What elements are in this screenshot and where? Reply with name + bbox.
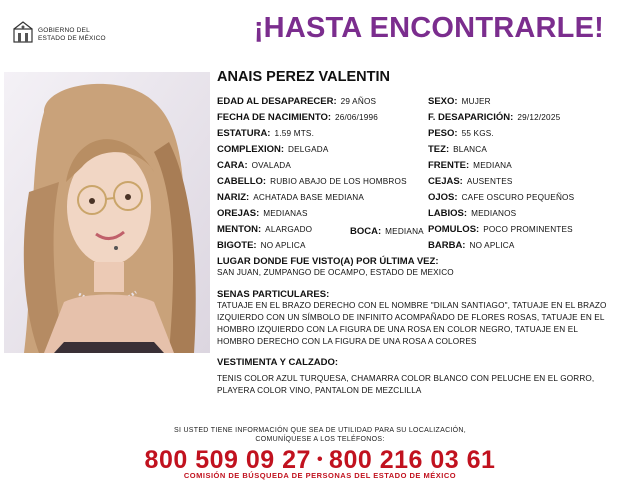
- field-label: BOCA:: [350, 226, 382, 237]
- field-label: OREJAS:: [217, 208, 260, 219]
- field-lips: [428, 208, 516, 220]
- marks-title: SENAS PARTICULARES:: [217, 289, 330, 300]
- commission-name: COMISIÓN DE BÚSQUEDA DE PERSONAS DEL ESTADO DE MÉXICO: [183, 471, 457, 480]
- field-value: OVALADA: [251, 161, 292, 170]
- field-label: NARIZ:: [217, 192, 250, 203]
- clothing-title: VESTIMENTA Y CALZADO:: [217, 357, 339, 368]
- field-value: CAFE OSCURO PEQUEÑOS: [461, 193, 575, 202]
- headline: ¡HASTA ENCONTRARLE!: [253, 12, 604, 44]
- field-label: SEXO:: [428, 96, 458, 107]
- field-value: 29/12/2025: [517, 113, 561, 122]
- field-build: [217, 144, 329, 156]
- field-complexion: [428, 144, 487, 156]
- field-value: POCO PROMINENTES: [483, 225, 573, 234]
- field-birth-date: [217, 112, 378, 124]
- field-label: COMPLEXION:: [217, 144, 285, 155]
- field-label: PESO:: [428, 128, 458, 139]
- field-label: POMULOS:: [428, 224, 480, 235]
- field-sex: [428, 96, 491, 108]
- last-seen-text: SAN JUAN, ZUMPANGO DE OCAMPO, ESTADO DE MEXICO: [217, 268, 454, 277]
- field-label: F. DESAPARICIÓN:: [428, 112, 514, 123]
- contact-note-line1: SI USTED TIENE INFORMACIÓN QUE SEA DE UTILIDAD PARA SU LOCALIZACIÓN,: [173, 427, 467, 434]
- logo-text-line2: ESTADO DE MÉXICO: [38, 35, 106, 42]
- field-label: BARBA:: [428, 240, 466, 251]
- field-value: ALARGADO: [265, 225, 313, 234]
- field-hair: [217, 176, 407, 188]
- missing-person-photo: [4, 72, 210, 353]
- field-label: LABIOS:: [428, 208, 468, 219]
- field-weight: [428, 128, 494, 140]
- field-value: MUJER: [461, 97, 491, 106]
- logo-text-line1: GOBIERNO DEL: [38, 27, 90, 34]
- field-forehead: [428, 160, 512, 172]
- field-eyebrows: [428, 176, 513, 188]
- field-value: 1.59 MTS.: [274, 129, 315, 138]
- field-value: 26/06/1996: [335, 113, 378, 122]
- clothing-text: TENIS COLOR AZUL TURQUESA, CHAMARRA COLOR BLANCO CON PELUCHE EN EL GORRO, PLAYERA COLOR VINO, PANTALON DE MEZCLILLA: [217, 374, 595, 395]
- phone-number-2[interactable]: 800 216 03 61: [329, 446, 496, 474]
- marks-text: TATUAJE EN EL BRAZO DERECHO CON EL NOMBRE "DILAN SANTIAGO", TATUAJE EN EL BRAZO IZQUIERDO CON UN SÍMBOLO DE INFINITO ACOMPAÑADO DE FLORES ROSAS, TATUAJE EN EL HOMBRO IZQUIERDO CON LA FIGURA DE UNA ROSA EN COLOR NEGRO, TATUAJE EN EL HOMBRO DERECHO CON LA FIGURA DE UNA ROSA A COLORES: [217, 301, 607, 346]
- field-mouth: [350, 226, 424, 238]
- field-label: ESTATURA:: [217, 128, 271, 139]
- person-name: ANAIS PEREZ VALENTIN: [217, 69, 390, 85]
- field-mustache: [217, 240, 306, 252]
- state-emblem-icon: [12, 20, 34, 44]
- field-label: FRENTE:: [428, 160, 470, 171]
- field-label: CEJAS:: [428, 176, 463, 187]
- field-value: MEDIANAS: [263, 209, 308, 218]
- field-value: AUSENTES: [466, 177, 513, 186]
- phone-number-1[interactable]: 800 509 09 27: [144, 446, 311, 474]
- field-nose: [217, 192, 364, 204]
- field-value: 29 AÑOS: [340, 97, 377, 106]
- field-value: DELGADA: [288, 145, 329, 154]
- field-label: OJOS:: [428, 192, 458, 203]
- field-height: [217, 128, 314, 140]
- field-label: FECHA DE NACIMIENTO:: [217, 112, 331, 123]
- field-value: RUBIO ABAJO DE LOS HOMBROS: [270, 177, 407, 186]
- field-label: MENTON:: [217, 224, 262, 235]
- field-value: ACHATADA BASE MEDIANA: [253, 193, 365, 202]
- field-label: CABELLO:: [217, 176, 267, 187]
- field-value: 55 KGS.: [461, 129, 494, 138]
- separator-dot: •: [316, 451, 324, 468]
- field-label: CARA:: [217, 160, 248, 171]
- field-cheekbones: [428, 224, 573, 236]
- field-label: BIGOTE:: [217, 240, 257, 251]
- field-disappearance-date: [428, 112, 560, 124]
- field-value: MEDIANOS: [471, 209, 517, 218]
- field-label: EDAD AL DESAPARECER:: [217, 96, 337, 107]
- contact-note-line2: COMUNÍQUESE A LOS TELÉFONOS:: [255, 436, 385, 443]
- field-eyes: [428, 192, 574, 204]
- field-value: MEDIANA: [385, 227, 424, 236]
- field-value: NO APLICA: [260, 241, 306, 250]
- last-seen-title: LUGAR DONDE FUE VISTO(A) POR ÚLTIMA VEZ:: [217, 256, 439, 267]
- field-value: NO APLICA: [469, 241, 515, 250]
- field-age: [217, 96, 376, 108]
- government-logo: [12, 20, 122, 46]
- field-beard: [428, 240, 515, 252]
- field-value: MEDIANA: [473, 161, 512, 170]
- field-ears: [217, 208, 308, 220]
- field-label: TEZ:: [428, 144, 450, 155]
- field-value: BLANCA: [453, 145, 488, 154]
- field-chin: [217, 224, 312, 236]
- field-face: [217, 160, 291, 172]
